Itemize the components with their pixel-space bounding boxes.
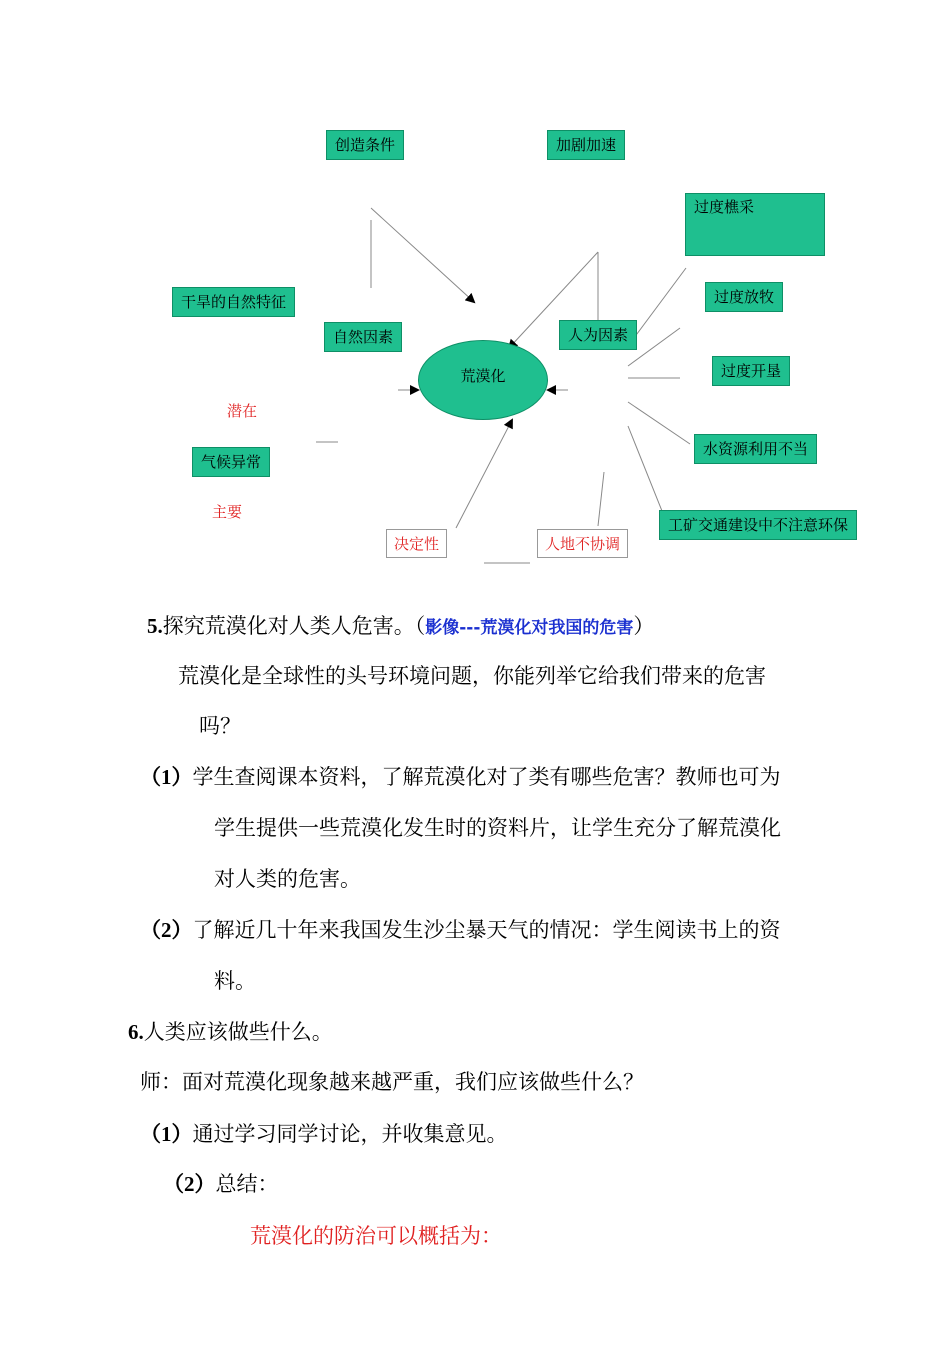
- box-arid-feature: 干旱的自然特征: [172, 287, 295, 317]
- section6-title: 人类应该做些什么。: [143, 1020, 333, 1044]
- section6-item2: [163, 1170, 279, 1198]
- item2-number: （2）: [140, 918, 193, 942]
- line-imbalance: [598, 472, 604, 526]
- box-natural-factors: 自然因素: [324, 322, 402, 352]
- section5-item1-line1: [140, 763, 781, 791]
- section5-title: 探究荒漠化对人类人危害。（: [162, 614, 426, 638]
- section6-teacher: 师：面对荒漠化现象越来越严重，我们应该做些什么？: [140, 1070, 644, 1094]
- section5-intro-line1: 荒漠化是全球性的头号环境问题，你能列举它给我们带来的危害: [178, 664, 766, 688]
- label-main: 主要: [212, 503, 243, 521]
- item1-text: 学生查阅课本资料，了解荒漠化对了类有哪些危害？教师也可为: [192, 765, 781, 789]
- box-decisive: 决定性: [386, 529, 447, 558]
- box-construction: 工矿交通建设中不注意环保: [659, 510, 857, 540]
- box-over-cultivation: 过度开垦: [712, 356, 790, 386]
- section5-intro-line2: 吗？: [199, 714, 241, 738]
- arrow-decisive: [456, 420, 512, 528]
- section5-item1-line2: 学生提供一些荒漠化发生时的资料片，让学生充分了解荒漠化: [214, 816, 781, 840]
- section5-item2-line2: 料。: [214, 969, 256, 993]
- section5-heading: [147, 612, 654, 642]
- center-desertification: 荒漠化: [418, 340, 548, 420]
- section6-summary: 荒漠化的防治可以概括为：: [250, 1224, 502, 1248]
- box-create-conditions: 创造条件: [326, 130, 404, 160]
- box-over-logging: 过度樵采: [685, 193, 825, 256]
- item1-number: （1）: [140, 765, 193, 789]
- box-human-factors: 人为因素: [559, 320, 637, 350]
- s6-item2-number: （2）: [163, 1172, 216, 1196]
- arrow-create-conditions: [371, 208, 474, 302]
- section5-video-link[interactable]: 影像---荒漠化对我国的危害: [425, 618, 634, 638]
- line-construction: [628, 426, 664, 516]
- section5-number: 5.: [147, 614, 163, 638]
- s6-item1-number: （1）: [140, 1122, 193, 1146]
- box-intensify: 加剧加速: [547, 130, 625, 160]
- s6-item1-text: 通过学习同学讨论，并收集意见。: [192, 1122, 508, 1146]
- desertification-diagram: [0, 0, 950, 600]
- label-potential: 潜在: [227, 402, 258, 420]
- s6-item2-text: 总结：: [215, 1172, 279, 1196]
- box-water-misuse: 水资源利用不当: [694, 434, 817, 464]
- box-imbalance: 人地不协调: [537, 529, 628, 558]
- section5-close-paren: ）: [633, 614, 655, 638]
- section5-item2-line1: [140, 916, 781, 944]
- box-over-grazing: 过度放牧: [705, 282, 783, 312]
- section6-number: 6.: [128, 1020, 144, 1044]
- section6-item1: [140, 1120, 508, 1148]
- box-climate-anomaly: 气候异常: [192, 447, 270, 477]
- item2-text: 了解近几十年来我国发生沙尘暴天气的情况：学生阅读书上的资: [192, 918, 781, 942]
- section5-item1-line3: 对人类的危害。: [214, 867, 361, 891]
- section6-heading: [128, 1018, 333, 1046]
- line-water: [628, 402, 690, 444]
